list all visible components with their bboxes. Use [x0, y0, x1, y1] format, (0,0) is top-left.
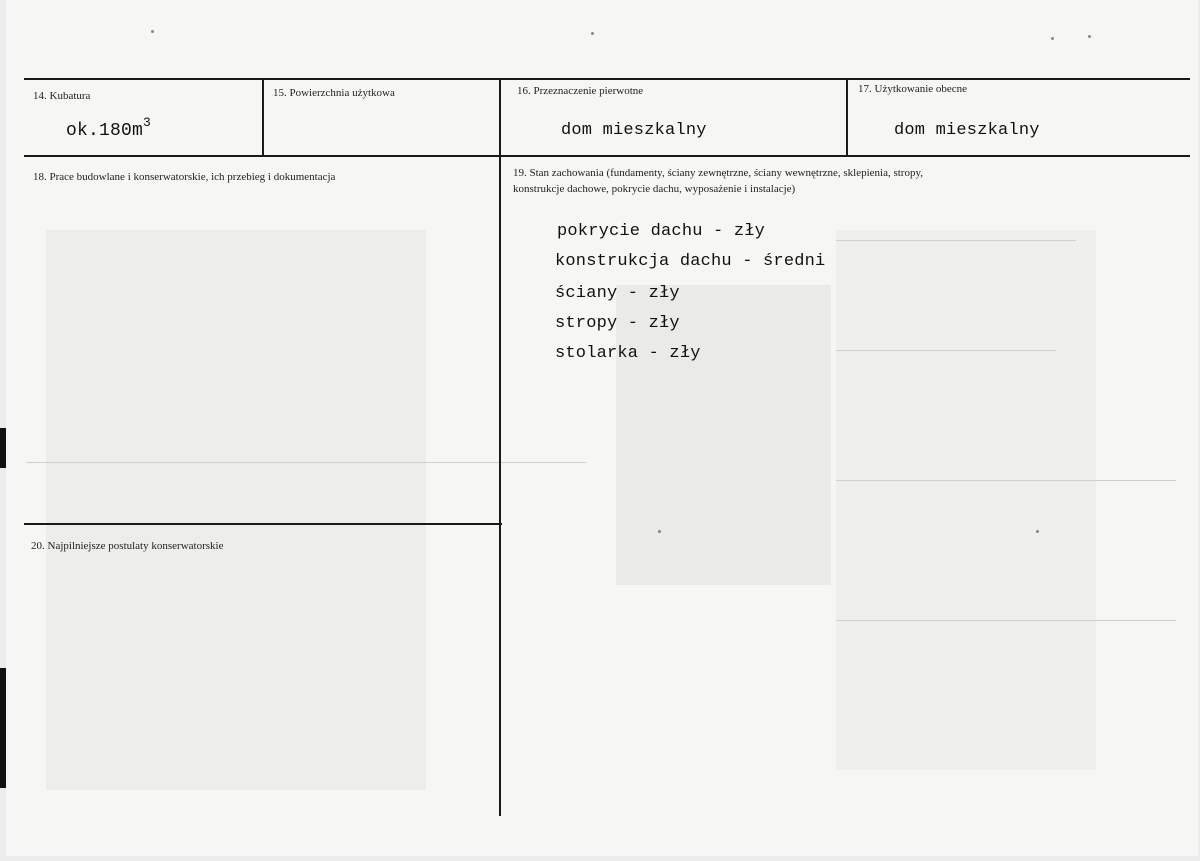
- scan-speck: [151, 30, 154, 33]
- condition-item: ściany - zły: [555, 284, 680, 303]
- bleed-line: [836, 350, 1056, 351]
- condition-item: stropy - zły: [555, 314, 680, 333]
- field-15-label: 15. Powierzchnia użytkowa: [273, 87, 395, 99]
- field-19-label-line1: 19. Stan zachowania (fundamenty, ściany zewnętrzne, ściany wewnętrzne, sklepienia, stropy,: [513, 167, 924, 179]
- field-14-value: [66, 117, 151, 141]
- bleed-line: [836, 620, 1176, 621]
- scan-edge-mark: [0, 428, 6, 468]
- bleed-line: [26, 462, 586, 463]
- bleed-through-left: [46, 230, 426, 790]
- scan-speck: [1036, 530, 1039, 533]
- scan-speck: [1051, 37, 1054, 40]
- field-14-value-unit-exponent: 3: [143, 115, 152, 130]
- field-17-value: dom mieszkalny: [894, 121, 1040, 140]
- bleed-line: [836, 240, 1076, 241]
- field-19-label-line2: konstrukcje dachowe, pokrycie dachu, wyposażenie i instalacje): [513, 183, 796, 195]
- field-14-label: 14. Kubatura: [33, 90, 91, 102]
- bleed-through-right: [836, 230, 1096, 770]
- scan-speck: [591, 32, 594, 35]
- condition-item: konstrukcja dachu - średni: [555, 252, 826, 271]
- scan-edge-mark: [0, 668, 6, 788]
- condition-item: pokrycie dachu - zły: [557, 222, 766, 241]
- field-14-value-main: ok.180m: [66, 121, 144, 141]
- field-20-label: 20. Najpilniejsze postulaty konserwatorskie: [31, 540, 224, 552]
- field-16-label: 16. Przeznaczenie pierwotne: [517, 85, 644, 97]
- document-page: [6, 0, 1198, 856]
- row-top-border: [24, 78, 1190, 80]
- field-18-label: 18. Prace budowlane i konserwatorskie, ich przebieg i dokumentacja: [33, 171, 336, 183]
- column-divider-main: [499, 78, 501, 816]
- scan-speck: [1088, 35, 1091, 38]
- row-divider-left: [24, 523, 502, 525]
- field-16-value: dom mieszkalny: [561, 121, 707, 140]
- bleed-line: [836, 480, 1176, 481]
- condition-item: stolarka - zły: [555, 344, 701, 363]
- scan-speck: [658, 530, 661, 533]
- field-17-label: 17. Użytkowanie obecne: [858, 83, 968, 95]
- column-divider-3: [846, 78, 848, 157]
- row-divider-1: [24, 155, 1190, 157]
- column-divider-1: [262, 78, 264, 157]
